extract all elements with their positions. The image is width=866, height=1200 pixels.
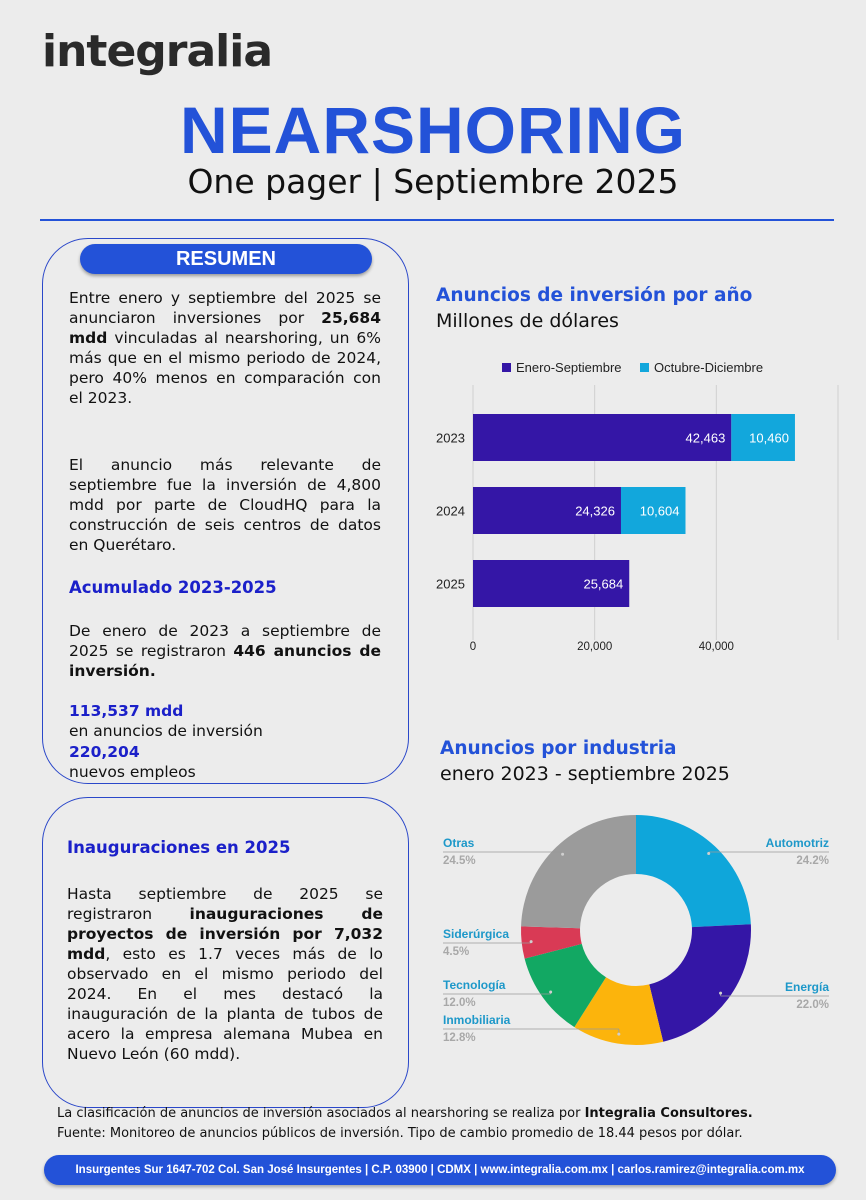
bar-value-2025-0: 25,684	[583, 576, 624, 592]
legend-label-1: Octubre-Diciembre	[654, 360, 764, 375]
resumen-p1-highlight: 25,684 mdd	[69, 309, 381, 347]
pie-chart	[420, 800, 850, 1060]
slice-name-otras: Otras	[443, 836, 475, 850]
legend-label-0: Enero-Septiembre	[516, 360, 622, 375]
donut-slice-otras	[521, 815, 636, 928]
inauguraciones-paragraph	[67, 884, 383, 1064]
category-label-2023: 2023	[436, 430, 465, 446]
resumen-paragraph-2: El anuncio más relevante de septiembre fue la inversión de 4,800 mdd por parte de CloudHQ para la construcción de seis centros de datos en Querétaro.	[69, 456, 381, 554]
stat-jobs-label: nuevos empleos	[69, 763, 196, 781]
pie-chart-subtitle: enero 2023 - septiembre 2025	[440, 763, 730, 785]
x-tick-label-1: 20,000	[577, 641, 613, 653]
inauguraciones-highlight: inauguraciones de proyectos de inversión por 7,032 mdd	[67, 905, 383, 963]
resumen-p1-text-c: vinculadas al nearshoring, un 6% más que en el mismo periodo de 2024, pero 40% menos en comparación con el 2023.	[69, 329, 381, 407]
bar-chart	[420, 350, 850, 660]
leader-dot-2	[617, 1033, 620, 1036]
footer-contact-bar: Insurgentes Sur 1647-702 Col. San José Insurgentes | C.P. 03900 | CDMX | www.integralia.com.mx | carlos.ramirez@integralia.com.mx	[44, 1155, 836, 1185]
acumulado-paragraph	[69, 621, 381, 681]
leader-dot-4	[530, 940, 533, 943]
footnote-text-a: La clasificación de anuncios de inversión asociados al nearshoring se realiza por	[57, 1106, 585, 1121]
stat-investment-value: 113,537 mdd	[69, 702, 184, 720]
resumen-p1-text-a: Entre enero y septiembre del 2025 se anunciaron inversiones por	[69, 289, 381, 327]
bar-value-2023-0: 42,463	[685, 430, 726, 446]
resumen-paragraph-1	[69, 288, 381, 408]
page-subtitle: One pager | Septiembre 2025	[187, 162, 679, 201]
slice-value-tecnología: 12.0%	[443, 997, 476, 1009]
slice-value-siderúrgica: 4.5%	[443, 946, 470, 958]
slice-value-inmobiliaria: 12.8%	[443, 1032, 476, 1044]
page-title: NEARSHORING	[179, 93, 687, 167]
slice-name-tecnología: Tecnología	[443, 978, 506, 992]
legend-swatch-0	[502, 363, 511, 372]
slice-value-energía: 22.0%	[796, 999, 829, 1011]
footnote-company: Integralia Consultores.	[584, 1106, 753, 1121]
stat-investment-label: en anuncios de inversión	[69, 722, 263, 740]
inauguraciones-text-a: Hasta septiembre de 2025 se registraron	[67, 885, 383, 923]
slice-name-energía: Energía	[784, 980, 829, 994]
category-label-2024: 2024	[436, 503, 465, 519]
x-tick-label-2: 40,000	[698, 641, 734, 653]
bar-value-2024-0: 24,326	[575, 503, 615, 519]
resumen-label: RESUMEN	[80, 244, 372, 274]
legend-swatch-1	[640, 363, 649, 372]
slice-value-automotriz: 24.2%	[796, 855, 829, 867]
footnote-source: Fuente: Monitoreo de anuncios públicos de inversión. Tipo de cambio promedio de 18.44 pesos por dólar.	[57, 1126, 743, 1141]
acumulado-highlight: 446 anuncios de inversión.	[69, 642, 381, 680]
stat-jobs-value: 220,204	[69, 743, 140, 761]
bar-chart-title: Anuncios de inversión por año	[436, 285, 753, 306]
slice-value-otras: 24.5%	[443, 855, 476, 867]
bar-value-2024-1: 10,604	[639, 503, 680, 519]
header-divider	[40, 219, 834, 221]
leader-dot-3	[549, 991, 552, 994]
footnote-classification	[57, 1106, 753, 1121]
inauguraciones-heading: Inauguraciones en 2025	[67, 838, 291, 857]
pie-chart-title: Anuncios por industria	[440, 738, 677, 759]
slice-name-inmobiliaria: Inmobiliaria	[443, 1013, 511, 1027]
category-label-2025: 2025	[436, 576, 465, 592]
inauguraciones-text-c: , esto es 1.7 veces más de lo observado en el mismo periodo del 2024. En el mes destacó la inauguración de la planta de tubos de acero la empresa alemana Mubea en Nuevo León (60 mdd).	[67, 945, 383, 1063]
x-tick-label-0: 0	[469, 641, 477, 653]
donut-slice-automotriz	[636, 815, 751, 927]
leader-dot-5	[561, 853, 564, 856]
bar-value-2023-1: 10,460	[749, 430, 789, 446]
leader-dot-0	[707, 852, 710, 855]
donut-slice-energía	[649, 924, 751, 1042]
leader-dot-1	[719, 992, 722, 995]
slice-name-automotriz: Automotriz	[765, 836, 829, 850]
slice-name-siderúrgica: Siderúrgica	[443, 927, 510, 941]
bar-chart-subtitle: Millones de dólares	[436, 310, 619, 332]
acumulado-heading: Acumulado 2023-2025	[69, 578, 277, 597]
integralia-logo: integralia	[42, 26, 273, 77]
acumulado-text-a: De enero de 2023 a septiembre de 2025 se registraron	[69, 622, 381, 660]
